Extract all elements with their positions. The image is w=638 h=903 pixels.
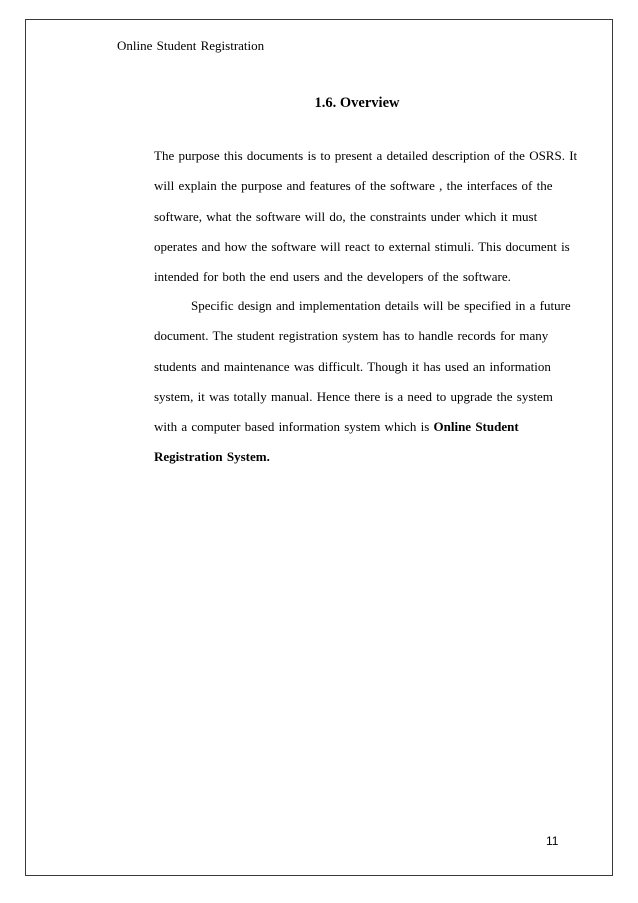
- section-heading: 1.6. Overview: [314, 95, 400, 111]
- paragraph-purpose: [154, 141, 578, 292]
- paragraph-line: students and maintenance was difficult. Though it has used an information: [154, 358, 551, 374]
- paragraph-line: document. The student registration system has to handle records for many: [154, 328, 549, 344]
- paragraph-line: Specific design and implementation details will be specified in a future: [191, 298, 571, 313]
- paragraph-line: will explain the purpose and features of the software , the interfaces of the: [154, 178, 553, 194]
- paragraph-line: intended for both the end users and the developers of the software.: [154, 269, 511, 285]
- system-name-bold: Online Student: [433, 419, 519, 435]
- page-number: 11: [546, 834, 559, 848]
- paragraph-text: with a computer based information system which is: [154, 419, 434, 435]
- paragraph-line: software, what the software will do, the constraints under which it must: [154, 208, 538, 224]
- system-name-bold: Registration System.: [154, 449, 270, 465]
- paragraph-design-details: [154, 291, 574, 473]
- running-header: Online Student Registration: [117, 38, 265, 53]
- paragraph-line: The purpose this documents is to present a detailed description of the OSRS. It: [154, 148, 578, 163]
- paragraph-line: system, it was totally manual. Hence there is a need to upgrade the system: [154, 388, 553, 404]
- paragraph-line: [154, 412, 574, 442]
- paragraph-line: operates and how the software will react to external stimuli. This document is: [154, 238, 570, 254]
